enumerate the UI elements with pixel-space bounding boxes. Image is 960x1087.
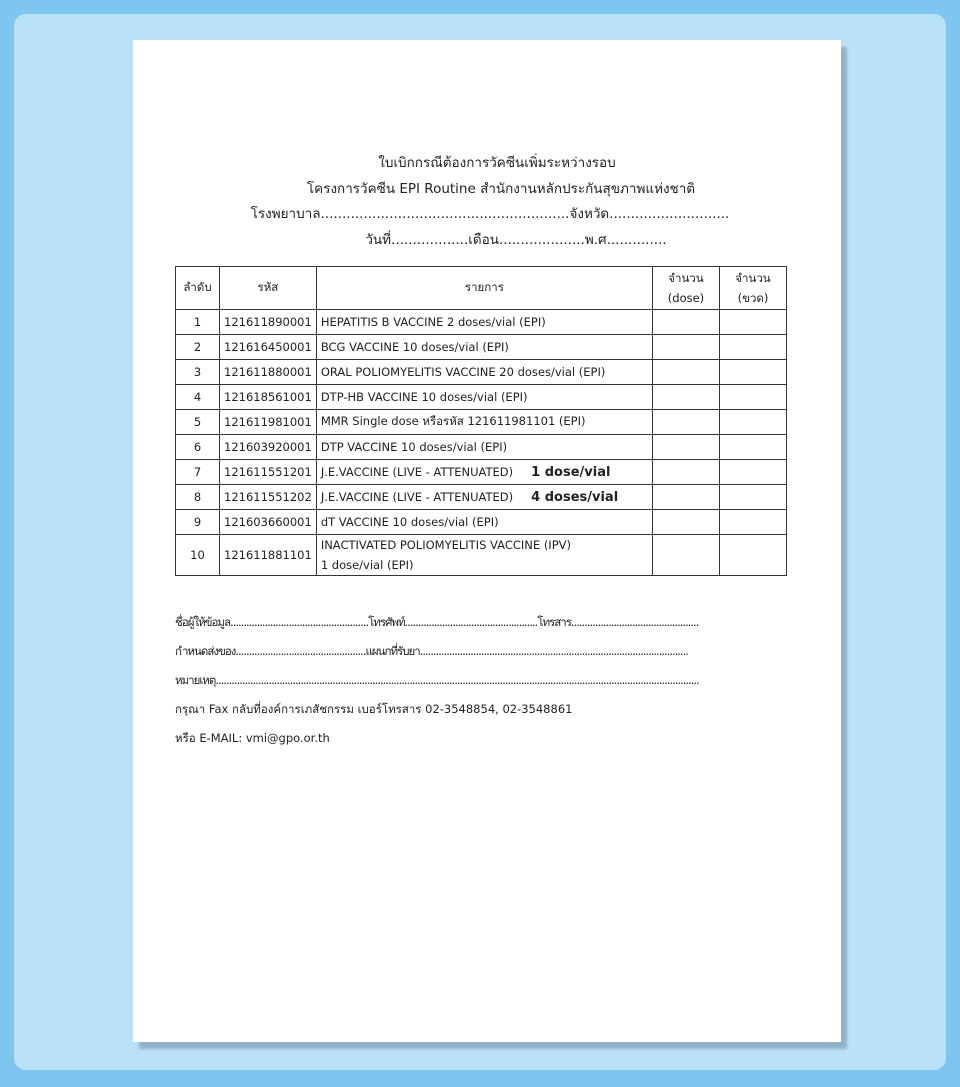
row-dose-cell[interactable] <box>653 410 720 435</box>
date-line: วันที่..................เดือน....................พ.ศ.............. <box>365 231 667 248</box>
row-item-cell <box>316 535 652 576</box>
table-row <box>176 535 787 576</box>
row-code: 121611880001 <box>220 360 317 385</box>
document-footer <box>175 608 790 753</box>
row-vial-cell[interactable] <box>720 385 787 410</box>
row-no: 9 <box>176 510 220 535</box>
row-no: 10 <box>176 535 220 576</box>
table-row <box>176 360 787 385</box>
document-page <box>133 40 841 1042</box>
row-no: 3 <box>176 360 220 385</box>
row-code: 121611890001 <box>220 310 317 335</box>
row-code: 121603920001 <box>220 435 317 460</box>
row-no: 7 <box>176 460 220 485</box>
row-dose-cell[interactable] <box>653 335 720 360</box>
row-vial-cell[interactable] <box>720 410 787 435</box>
row-item-cell <box>316 485 652 510</box>
table-row <box>176 310 787 335</box>
row-item-dose-note: 1 dose/vial <box>531 464 611 480</box>
table-row <box>176 485 787 510</box>
row-vial-cell[interactable] <box>720 460 787 485</box>
row-item: DTP-HB VACCINE 10 doses/vial (EPI) <box>316 385 652 410</box>
row-code: 121611881101 <box>220 535 317 576</box>
row-vial-cell[interactable] <box>720 485 787 510</box>
row-code: 121611551202 <box>220 485 317 510</box>
row-code: 121616450001 <box>220 335 317 360</box>
table-row <box>176 410 787 435</box>
row-code: 121611551201 <box>220 460 317 485</box>
row-no: 1 <box>176 310 220 335</box>
header-code: รหัส <box>220 267 317 310</box>
row-no: 8 <box>176 485 220 510</box>
table-row <box>176 460 787 485</box>
row-no: 4 <box>176 385 220 410</box>
delivery-line: กำหนดส่งของ.................................................แผนกที่รับยา..................................................................................................... <box>175 644 688 658</box>
document-header <box>133 151 841 253</box>
form-title: ใบเบิกกรณีต้องการวัคซีนเพิ่มระหว่างรอบ <box>378 155 616 171</box>
row-dose-cell[interactable] <box>653 535 720 576</box>
row-dose-cell[interactable] <box>653 485 720 510</box>
row-item: J.E.VACCINE (LIVE - ATTENUATED) <box>320 464 514 479</box>
fax-instruction: กรุณา Fax กลับที่องค์การเภสัชกรรม เบอร์โทรสาร 02-3548854, 02-3548861 <box>175 702 573 716</box>
header-item: รายการ <box>316 267 652 310</box>
row-item-dose-note: 4 doses/vial <box>531 489 619 505</box>
row-item-line2: 1 dose/vial (EPI) <box>320 558 414 572</box>
row-item: HEPATITIS B VACCINE 2 doses/vial (EPI) <box>316 310 652 335</box>
table-header-row <box>176 267 787 310</box>
vaccine-table <box>175 266 787 576</box>
header-dose: จำนวน (dose) <box>653 267 720 310</box>
row-code: 121618561001 <box>220 385 317 410</box>
header-no: ลำดับ <box>176 267 220 310</box>
row-vial-cell[interactable] <box>720 435 787 460</box>
row-vial-cell[interactable] <box>720 535 787 576</box>
row-no: 2 <box>176 335 220 360</box>
row-item: ORAL POLIOMYELITIS VACCINE 20 doses/vial (EPI) <box>316 360 652 385</box>
row-dose-cell[interactable] <box>653 510 720 535</box>
header-vial: จำนวน (ขวด) <box>720 267 787 310</box>
row-dose-cell[interactable] <box>653 360 720 385</box>
row-vial-cell[interactable] <box>720 510 787 535</box>
row-item: BCG VACCINE 10 doses/vial (EPI) <box>316 335 652 360</box>
row-code: 121611981001 <box>220 410 317 435</box>
row-no: 5 <box>176 410 220 435</box>
row-vial-cell[interactable] <box>720 360 787 385</box>
row-code: 121603660001 <box>220 510 317 535</box>
row-item: J.E.VACCINE (LIVE - ATTENUATED) <box>320 489 514 504</box>
informant-line: ชื่อผู้ให้ข้อมูล....................................................โทรศัพท์..................................................โทรสาร................................................ <box>175 615 699 629</box>
row-dose-cell[interactable] <box>653 460 720 485</box>
row-item: dT VACCINE 10 doses/vial (EPI) <box>316 510 652 535</box>
table-row <box>176 385 787 410</box>
program-title: โครงการวัคซีน EPI Routine สำนักงานหลักประกันสุขภาพแห่งชาติ <box>306 180 696 197</box>
row-item: MMR Single dose หรือรหัส 121611981101 (EPI) <box>316 410 652 435</box>
table-row <box>176 435 787 460</box>
row-vial-cell[interactable] <box>720 335 787 360</box>
row-dose-cell[interactable] <box>653 310 720 335</box>
row-item: DTP VACCINE 10 doses/vial (EPI) <box>316 435 652 460</box>
row-vial-cell[interactable] <box>720 310 787 335</box>
row-no: 6 <box>176 435 220 460</box>
row-item: INACTIVATED POLIOMYELITIS VACCINE (IPV) <box>320 538 571 552</box>
email-instruction: หรือ E-MAIL: vmi@gpo.or.th <box>175 731 330 745</box>
row-item-cell <box>316 460 652 485</box>
row-dose-cell[interactable] <box>653 435 720 460</box>
table-row <box>176 335 787 360</box>
remark-line: หมายเหตุ...................................................................................................................................................................................... <box>175 673 699 687</box>
row-dose-cell[interactable] <box>653 385 720 410</box>
hospital-province-line: โรงพยาบาล..........................................................จังหวัด............................ <box>250 206 730 222</box>
table-row <box>176 510 787 535</box>
